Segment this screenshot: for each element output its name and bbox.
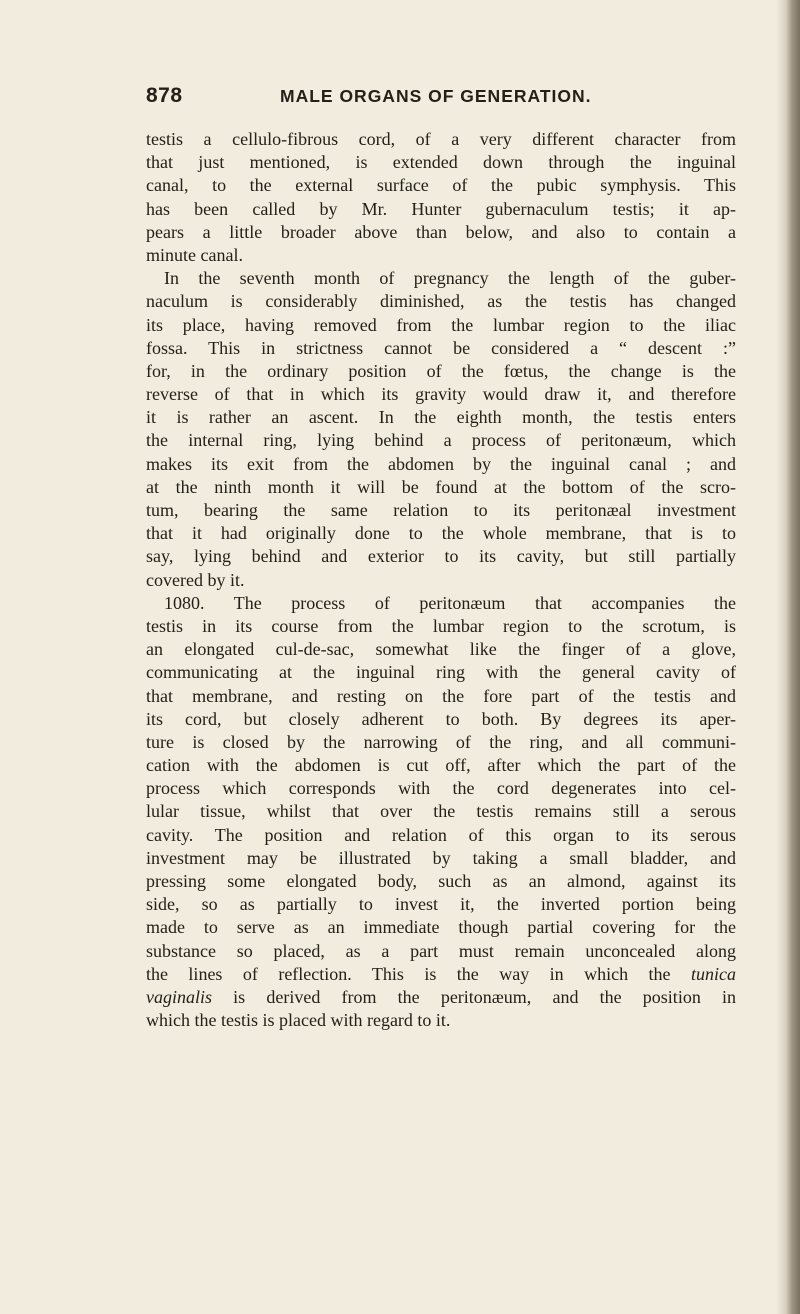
text-line: pressing some elongated body, such as an almond, against its [146, 871, 736, 891]
text-line: testis a cellulo-fibrous cord, of a very different character from [146, 129, 736, 149]
running-title: MALE ORGANS OF GENERATION. [280, 86, 592, 106]
text-line: canal, to the external surface of the pubic symphysis. This [146, 175, 736, 196]
text-line: vaginalis is derived from the peritonæum, and the position in [146, 986, 736, 1007]
text-line: the internal ring, lying behind a process of peritonæum, which [146, 430, 736, 451]
text-line: the lines of reflection. This is the way in which the tunica [146, 963, 736, 984]
text-line: reverse of that in which its gravity would draw it, and therefore [146, 384, 736, 405]
page-header [146, 84, 736, 114]
text-line: side, so as partially to invest it, the inverted portion being [146, 894, 736, 915]
text-line: naculum is considerably diminished, as the testis has changed [146, 291, 736, 312]
page-gutter-shadow [776, 0, 786, 1314]
text-line: that it had originally done to the whole membrane, that is to [146, 523, 736, 544]
text-line: covered by it. [146, 569, 245, 590]
text-line: process which corresponds with the cord degenerates into cel- [146, 778, 736, 799]
text-line: pears a little broader above than below, and also to contain a [146, 221, 736, 242]
text-line: that membrane, and resting on the fore part of the testis and [146, 685, 736, 706]
text-line: substance so placed, as a part must remain unconcealed along [146, 940, 736, 961]
text-line: communicating at the inguinal ring with the general cavity of [146, 662, 736, 683]
text-line: its cord, but closely adherent to both. By degrees its aper- [146, 708, 736, 729]
text-line: say, lying behind and exterior to its cavity, but still partially [146, 546, 736, 567]
text-line: cation with the abdomen is cut off, after which the part of the [146, 755, 736, 776]
page-edge [786, 0, 800, 1314]
text-line: tum, bearing the same relation to its peritonæal investment [146, 500, 736, 520]
text-line: for, in the ordinary position of the fœtus, the change is the [146, 360, 736, 381]
text-line: made to serve as an immediate though partial covering for the [146, 917, 736, 938]
text-line: 1080. The process of peritonæum that accompanies the [164, 592, 736, 613]
text-line: which the testis is placed with regard to it. [146, 1010, 451, 1031]
body-text [146, 128, 736, 1032]
text-line: it is rather an ascent. In the eighth month, the testis enters [146, 407, 736, 428]
text-line: lular tissue, whilst that over the testis remains still a serous [146, 801, 736, 822]
text-line: fossa. This in strictness cannot be considered a “ descent :” [146, 337, 736, 358]
text-line: cavity. The position and relation of this organ to its serous [146, 824, 736, 845]
text-line: In the seventh month of pregnancy the length of the guber- [164, 268, 736, 289]
text-line: that just mentioned, is extended down through the inguinal [146, 152, 736, 173]
text-line: its place, having removed from the lumbar region to the iliac [146, 314, 736, 335]
text-line: minute canal. [146, 244, 243, 265]
text-line: makes its exit from the abdomen by the inguinal canal ; and [146, 453, 736, 474]
italic-term: tunica [691, 963, 736, 984]
italic-term: vaginalis [146, 986, 212, 1007]
text-line: testis in its course from the lumbar region to the scrotum, is [146, 615, 736, 636]
text-line: ture is closed by the narrowing of the ring, and all communi- [146, 731, 736, 752]
text-line: at the ninth month it will be found at the bottom of the scro- [146, 476, 736, 497]
page-number: 878 [146, 84, 183, 107]
text-line: an elongated cul-de-sac, somewhat like the finger of a glove, [146, 639, 736, 660]
text-line: investment may be illustrated by taking a small bladder, and [146, 847, 736, 868]
text-line: has been called by Mr. Hunter gubernaculum testis; it ap- [146, 198, 736, 219]
